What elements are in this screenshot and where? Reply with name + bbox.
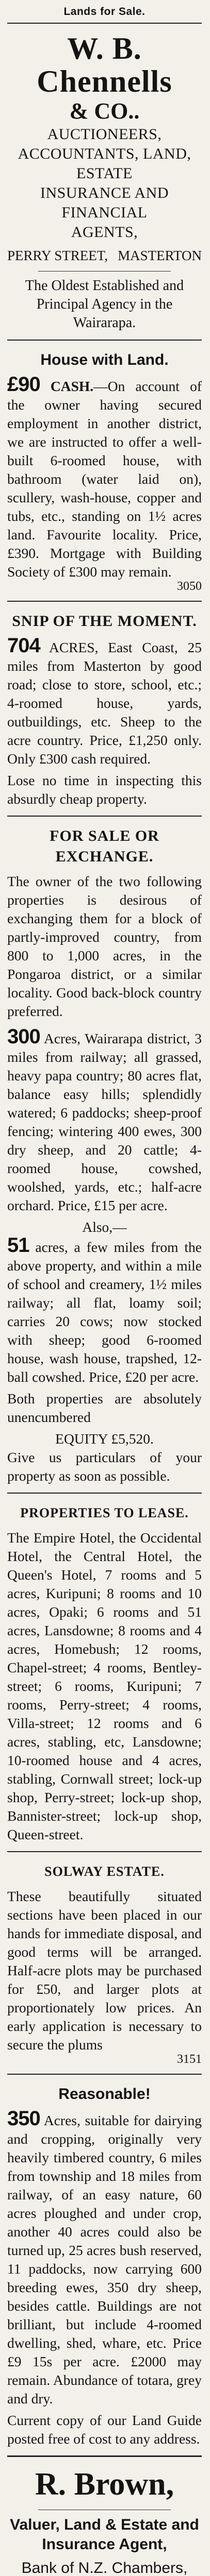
- listing-text: Acres, suitable for dairying and cropping, originally very heavily timbered country, 6 miles from township and 18 miles from railway, of an easy nature, 60 acres ploughed and under crop, another 40 acres could also be turned up, 25 acres bush reserved, 11 paddocks, now carrying 600 breeding ewes, 350 dry sheep, besides cattle. Buildings are not brilliant, but include 4-roomed dwelling, shed, whare, etc. Price £9 15s per acre. £2000 may remain. Abundance of totara, grey and dry.: [7, 2112, 202, 2406]
- listing-text: ACRES, East Coast, 25 miles from Masterton by good road; close to store, school, etc.; 4-roomed house, yards, outbuildings, etc. Sheep to the acre country. Price, £1,250 only. Only £300 cash required.: [7, 639, 202, 767]
- section-heading-lease: PROPERTIES TO LEASE.: [20, 1505, 189, 1520]
- section-heading-snip: SNIP OF THE MOMENT.: [12, 613, 197, 630]
- firm-description-line: ACCOUNTANTS, LAND, ESTATE: [18, 145, 191, 182]
- agency-tagline: The Oldest Established and Principal Agency in the Wairarapa.: [25, 278, 184, 331]
- firm-co: & CO..: [69, 98, 140, 124]
- listing-text: These beautifully situated sections have been placed in our hands for immediate disposal, and good terms will be arranged. Half-acre plots may be purchased for £50, and larger plots at proportionately low prices. An early application is necessary to secure the plums: [7, 1888, 202, 2053]
- listing-house: [7, 373, 202, 594]
- brown-advertisement: [7, 2466, 202, 2576]
- agent-office: Bank of N.Z. Chambers,: [21, 2560, 188, 2576]
- listing-reference: 3151: [177, 2053, 202, 2066]
- listing-300-acres: [7, 1025, 202, 1215]
- section-heading-house: House with Land.: [40, 351, 169, 368]
- land-guide-note: Current copy of our Land Guide posted free of cost to any address.: [7, 2412, 202, 2447]
- listing-text: —On account of the owner having secured employment in another district, we are instructed to offer a well-built 6-roomed house, with bathroom (water laid on), scullery, wash-house, copper and tubs, etc., standing on 1½ acres land. Favourite locality. Price, £390. Mortgage with Building Society of £300 may remain.: [7, 378, 202, 580]
- listing-note: Lose no time in inspecting this absurdly cheap property.: [7, 772, 202, 807]
- firm-address: [7, 245, 202, 266]
- divider: [7, 1851, 202, 1852]
- divider: [7, 1493, 202, 1494]
- equity-note: Give us particulars of your property as soon as possible.: [7, 1449, 202, 1484]
- chennells-advertisement: [7, 32, 202, 2448]
- listing-text: Acres, Wairarapa district, 3 miles from railway; all grassed, heavy papa country; 80 acres flat, balance easy hills; splendidly watered; 6 paddocks; sheep-proof fencing; wintering 400 ewes, 300 dry sheep, and 20 cattle; 4-roomed house, cowshed, woolshed, yards, etc.; half-acre orchard. Price, £15 per acre.: [7, 1030, 202, 1213]
- divider: [7, 816, 202, 817]
- firm-description-line: AUCTIONEERS,: [47, 126, 162, 143]
- listing-text: acres, a few miles from the above property, and within a mile of school and creamery, 1½ miles railway; all flat, loamy soil; carries 20 cows; now stocked with sheep; good 6-roomed house, wash house, trapshed, 12-ball cowshed. Price, £20 per acre.: [7, 1239, 202, 1385]
- exchange-intro: The owner of the two following properties is desirous of exchanging them for a block of partly-improved country, from 800 to 1,000 acres, in the Pongaroa district, or a similar locality. Good back-block country preferred.: [7, 873, 202, 1019]
- address-town: MASTERTON: [118, 248, 202, 263]
- divider: [7, 2074, 202, 2075]
- divider: [7, 601, 202, 602]
- agent-title-line: Valuer, Land & Estate and: [10, 2516, 199, 2533]
- page-masthead: Lands for Sale.: [63, 6, 146, 18]
- divider: [38, 271, 171, 272]
- equity-line: EQUITY £5,520.: [55, 1431, 154, 1447]
- agent-title-line: Insurance Agent,: [42, 2536, 167, 2553]
- agent-name: R. Brown,: [35, 2467, 174, 2502]
- lease-properties-text: The Empire Hotel, the Occidental Hotel, the Central Hotel, the Queen's Hotel, 7 rooms and 5 acres, Kuripuni; 8 rooms and 10 acres, Opaki; 6 rooms and 51 acres, Lansdowne; 8 rooms and 4 acres, Homebush; 12 rooms, Chapel-street; 4 rooms, Bentley-street; 6 rooms, Kuripuni; 7 rooms, Perry-street; 4 rooms, Villa-street; 12 rooms and 6 acres, stabling, etc, Lansdowne; 10-roomed house and 4 acres, stabling, Cornwall street; lock-up shop, Perry-street; lock-up shop, Bannister-street; lock-up shop, Queen-street.: [7, 1530, 202, 1842]
- also-label: Also,—: [82, 1219, 127, 1235]
- encumbrance-note: Both properties are absolutely unencumbered: [7, 1391, 202, 1425]
- listing-snip: [7, 634, 202, 768]
- listing-51-acres: [7, 1236, 202, 1386]
- listing-acres: 350: [7, 2107, 40, 2130]
- divider: [7, 340, 202, 341]
- listing-lead: CASH.: [50, 378, 94, 394]
- firm-description-line: AGENTS,: [71, 224, 138, 241]
- firm-name: W. B. Chennells: [37, 31, 172, 98]
- listing-price: £90: [7, 373, 40, 396]
- listing-acres: 51: [7, 1234, 29, 1257]
- section-heading-solway: SOLWAY ESTATE.: [44, 1864, 165, 1879]
- section-heading-exchange: FOR SALE OR EXCHANGE.: [50, 827, 159, 865]
- address-street: PERRY STREET,: [7, 248, 108, 263]
- section-heading-reasonable: Reasonable!: [58, 2086, 151, 2103]
- solway-text: [7, 1887, 202, 2066]
- divider: [7, 2455, 202, 2457]
- listing-acres: 300: [7, 1025, 40, 1048]
- firm-description-line: INSURANCE AND FINANCIAL: [40, 184, 169, 221]
- listing-reference: 3050: [177, 580, 202, 593]
- listing-350-acres: [7, 2107, 202, 2408]
- listing-acres: 704: [7, 634, 40, 657]
- divider: [7, 23, 202, 24]
